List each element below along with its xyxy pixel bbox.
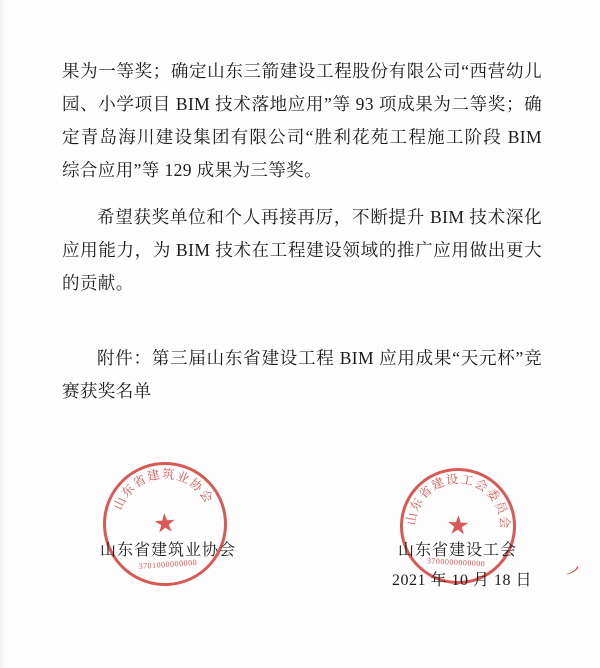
seal-left-star-icon: ★ [152, 508, 178, 539]
paragraph-encouragement: 希望获奖单位和个人再接再厉，不断提升 BIM 技术深化应用能力，为 BIM 技术在工程建设领域的推广应用做出更大的贡献。 [62, 207, 542, 293]
paragraph-spacer-2 [62, 300, 542, 342]
seal-left-bottom-label: 3701000000000 [138, 557, 198, 571]
seal-right-arc-label: 山东省建设工会委员会 [403, 471, 513, 531]
paragraph-attachment: 附件：第三届山东省建设工程 BIM 应用成果“天元杯”竞赛获奖名单 [62, 348, 542, 401]
seal-right-star-icon: ★ [445, 510, 471, 541]
document-body [62, 55, 542, 408]
handwritten-mark: ノ [563, 561, 583, 582]
paragraph-spacer [62, 187, 542, 201]
paragraph-awards: 果为一等奖；确定山东三箭建设工程股份有限公司“西营幼儿园、小学项目 BIM 技术落地应用”等 93 项成果为二等奖；确定青岛海川建设集团有限公司“胜利花苑工程施工阶段 BIM 综合应用”等 129 成果为三等奖。 [62, 61, 542, 180]
seal-stamp-left [99, 458, 231, 590]
signature-left-organization: 山东省建筑业协会 [100, 542, 237, 559]
signature-date: 2021 年 10 月 18 日 [392, 572, 533, 589]
svg-text:山东省建筑业协会 [108, 462, 216, 512]
seal-right-bottom-label: 3700000000000 [426, 556, 486, 569]
signature-right-organization: 山东省建设工会 [398, 542, 518, 559]
page-edge-shading [0, 0, 6, 668]
seal-left-arc-label: 山东省建筑业协会 [110, 466, 217, 513]
